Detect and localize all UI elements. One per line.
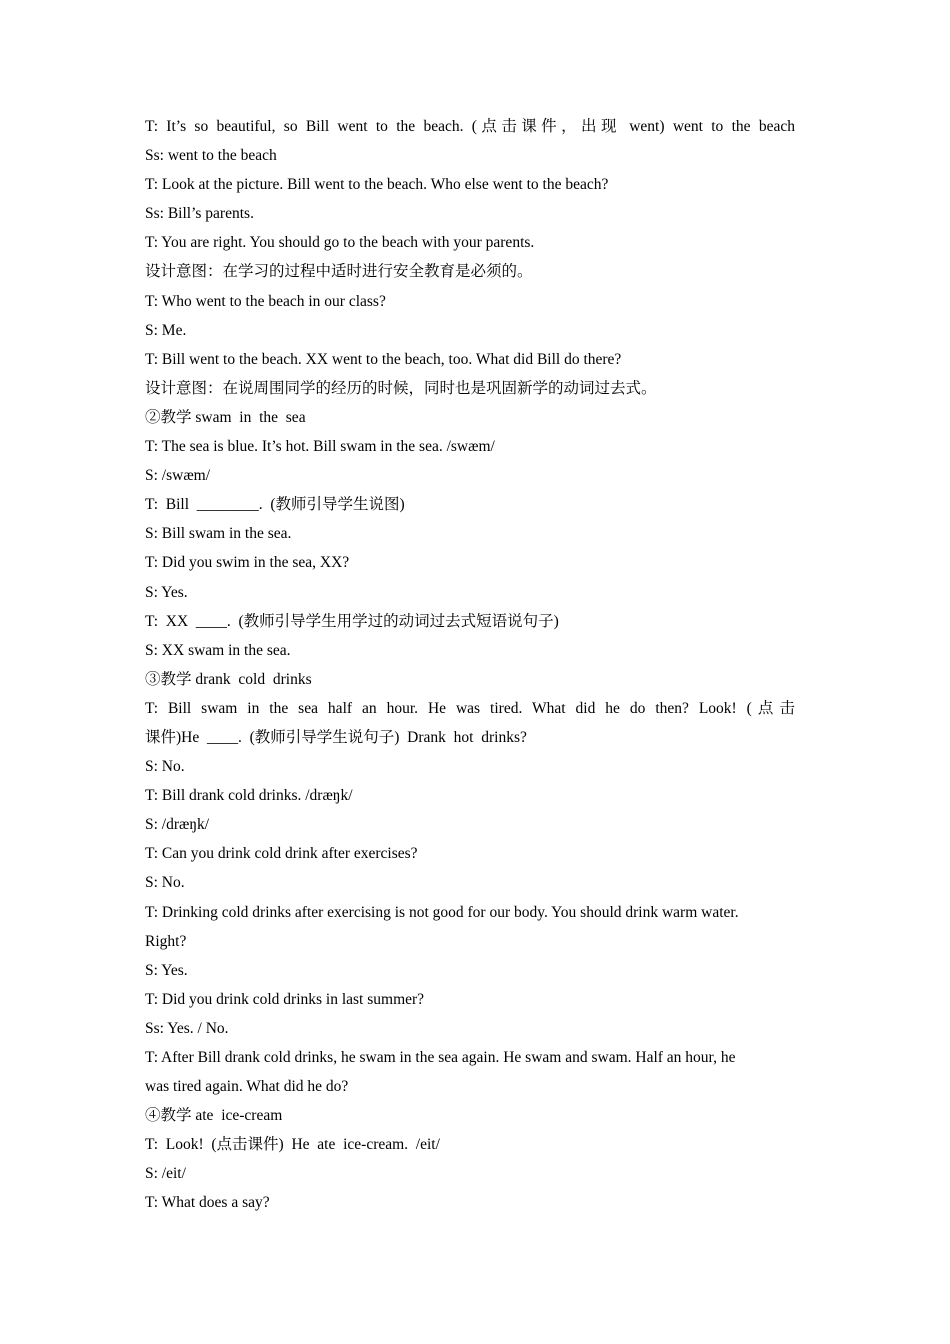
text-line: S: No.: [145, 758, 185, 776]
text-line: T: Look! (点击课件) He ate ice-cream. /eit/: [145, 1136, 440, 1154]
text-line: T: Can you drink cold drink after exercises?: [145, 845, 418, 863]
text-line: S: Me.: [145, 321, 187, 339]
text-line: T: It’s so beautiful, so Bill went to the beach. (点击课件，出现 went) went to the beach: [145, 118, 795, 135]
text-line: T: Did you swim in the sea, XX?: [145, 554, 350, 572]
text-line: S: Bill swam in the sea.: [145, 525, 292, 543]
design-intent-line: 设计意图：在学习的过程中适时进行安全教育是必须的。: [145, 263, 533, 281]
document-body: [145, 112, 795, 1218]
text-line: S: Yes.: [145, 961, 188, 979]
text-line: S: No.: [145, 874, 185, 892]
section-heading: ③教学 drank cold drinks: [145, 670, 312, 688]
text-line: S: /dræŋk/: [145, 816, 210, 834]
text-line: Ss: Yes. / No.: [145, 1019, 229, 1037]
text-line: T: Bill drank cold drinks. /dræŋk/: [145, 787, 353, 805]
text-line: S: /eit/: [145, 1165, 186, 1183]
text-line: T: Drinking cold drinks after exercising is not good for our body. You should drink warm water.: [145, 903, 739, 921]
text-line: T: Did you drink cold drinks in last summer?: [145, 990, 425, 1008]
section-heading: ④教学 ate ice-cream: [145, 1107, 283, 1125]
text-line: S: /swæm/: [145, 467, 211, 485]
text-line: T: XX ____. (教师引导学生用学过的动词过去式短语说句子): [145, 612, 559, 630]
text-line: T: Bill swam in the sea half an hour. He was tired. What did he do then? Look! (点击: [145, 699, 795, 717]
text-line: T: You are right. You should go to the beach with your parents.: [145, 234, 535, 252]
text-line: T: Bill ________. (教师引导学生说图): [145, 496, 405, 514]
text-line: Right?: [145, 932, 187, 950]
text-line: Ss: went to the beach: [145, 147, 277, 165]
text-line: S: Yes.: [145, 583, 188, 601]
design-intent-line: 设计意图：在说周围同学的经历的时候，同时也是巩固新学的动词过去式。: [145, 379, 657, 397]
text-line: Ss: Bill’s parents.: [145, 205, 254, 223]
text-line: S: XX swam in the sea.: [145, 641, 291, 659]
text-line: 课件)He ____. (教师引导学生说句子) Drank hot drinks?: [145, 728, 527, 746]
text-line: T: Look at the picture. Bill went to the beach. Who else went to the beach?: [145, 176, 609, 194]
text-line: was tired again. What did he do?: [145, 1078, 349, 1096]
text-line: T: What does a say?: [145, 1194, 270, 1212]
text-line: T: After Bill drank cold drinks, he swam in the sea again. He swam and swam. Half an hour, he: [145, 1049, 736, 1066]
text-line: T: Who went to the beach in our class?: [145, 292, 386, 310]
section-heading: ②教学 swam in the sea: [145, 408, 306, 426]
text-line: T: Bill went to the beach. XX went to the beach, too. What did Bill do there?: [145, 350, 622, 368]
text-line: T: The sea is blue. It’s hot. Bill swam in the sea. /swæm/: [145, 438, 495, 456]
